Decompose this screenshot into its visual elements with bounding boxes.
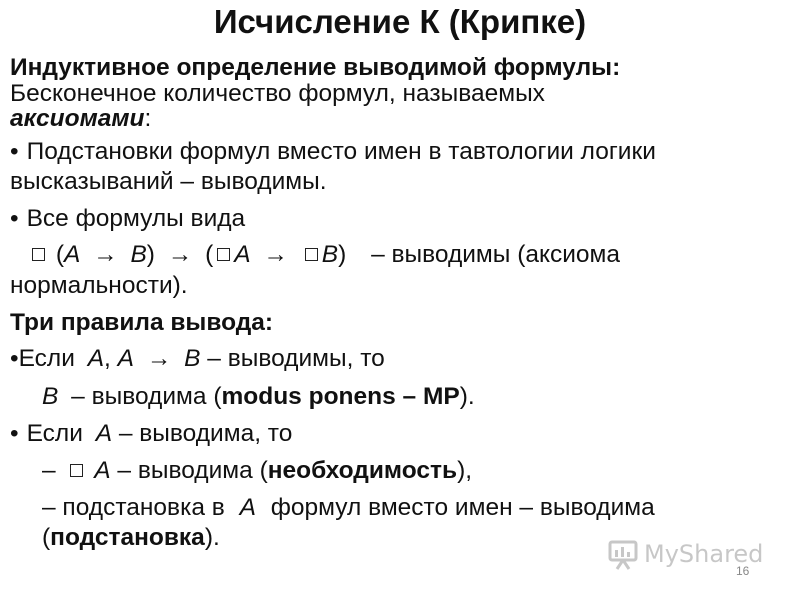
rule-2b-line-2 (42, 523, 220, 553)
bullet-icon: • (10, 205, 19, 232)
rule-1-var-a: A (117, 345, 135, 372)
rule-1-derivable: выводима ( (91, 383, 222, 410)
axioms-term: аксиомами (10, 105, 145, 132)
bullet-2-line-1 (10, 204, 245, 234)
formula-paren: ) (338, 241, 347, 268)
axiom-formula (28, 240, 620, 270)
rule-2b-line-1 (42, 493, 655, 523)
arrow-icon: → (93, 241, 118, 268)
arrow-icon: → (167, 241, 193, 268)
rule-2a-end: ), (457, 457, 473, 484)
rule-2b-end: ). (204, 524, 220, 551)
box-operator-icon (305, 248, 318, 261)
rule-1-line-2 (42, 382, 475, 412)
formula-paren: ) (146, 241, 155, 268)
rule-2-line-1 (10, 419, 292, 449)
bullet-1-line-1 (10, 137, 656, 167)
rule-2a-derivable: – выводима ( (117, 457, 268, 484)
necessity-term: необходимость (267, 457, 458, 484)
rule-2a-dash: – (42, 457, 56, 484)
myshared-logo-icon (606, 537, 640, 571)
bullet-icon: • (10, 138, 19, 165)
formula-var-a: A (63, 241, 81, 268)
bullet-icon: • (10, 345, 19, 372)
bullet-2-line-3: нормальности). (10, 272, 188, 299)
intro-colon: : (144, 105, 152, 132)
bullet-1-text-1: Подстановки формул вместо имен в тавтологии логики (26, 138, 656, 165)
arrow-icon: → (263, 241, 288, 268)
bullet-2-text-1: Все формулы вида (26, 205, 246, 232)
rules-heading: Три правила вывода: (10, 309, 274, 336)
rule-1-tail: – выводимы, то (207, 345, 385, 372)
rule-1-var-b: B (184, 345, 201, 372)
formula-paren: ( (55, 241, 64, 268)
formula-var-b: B (130, 241, 147, 268)
rule-2b-open: ( (42, 524, 51, 551)
bullet-1-line-2: высказываний – выводимы. (10, 168, 327, 195)
rule-2-if: Если (26, 420, 83, 447)
watermark-text: MyShared (644, 540, 764, 568)
page-number: 16 (736, 564, 750, 578)
rule-1-end: ). (459, 383, 475, 410)
bullet-icon: • (10, 420, 19, 447)
formula-var-b: B (321, 241, 339, 268)
rule-1-result-b: B (42, 383, 59, 410)
rule-2b-text-2: формул вместо имен – выводима (270, 494, 655, 521)
rule-2b-text-1: – подстановка в (42, 494, 225, 521)
rule-2-var-a: A (95, 420, 113, 447)
substitution-term: подстановка (50, 524, 205, 551)
axiom-formula-tail: – выводимы (аксиома (371, 241, 620, 268)
rule-1-dash: – (71, 383, 85, 410)
box-operator-icon (217, 248, 230, 261)
definition-heading: Индуктивное определение выводимой формулы: (10, 54, 621, 81)
rule-1-if: Если (18, 345, 75, 372)
box-operator-icon (70, 464, 83, 477)
slide-title: Исчисление К (Крипке) (213, 3, 587, 40)
intro-line-1: Бесконечное количество формул, называемых (10, 80, 545, 107)
formula-var-a: A (234, 241, 251, 268)
modus-ponens-term: modus ponens – MP (221, 383, 460, 410)
arrow-icon: → (146, 345, 172, 372)
rule-2b-var-a: A (239, 494, 256, 521)
rule-1-comma: , (104, 345, 111, 372)
rule-2-tail: – выводима, то (118, 420, 293, 447)
rule-1-var-a: A (87, 345, 105, 372)
rule-2a-line (42, 456, 472, 486)
rule-1-line-1 (10, 344, 385, 374)
intro-line-2 (10, 104, 151, 134)
box-operator-icon (32, 248, 45, 261)
rule-2a-var-a: A (94, 457, 111, 484)
formula-paren: ( (205, 241, 214, 268)
